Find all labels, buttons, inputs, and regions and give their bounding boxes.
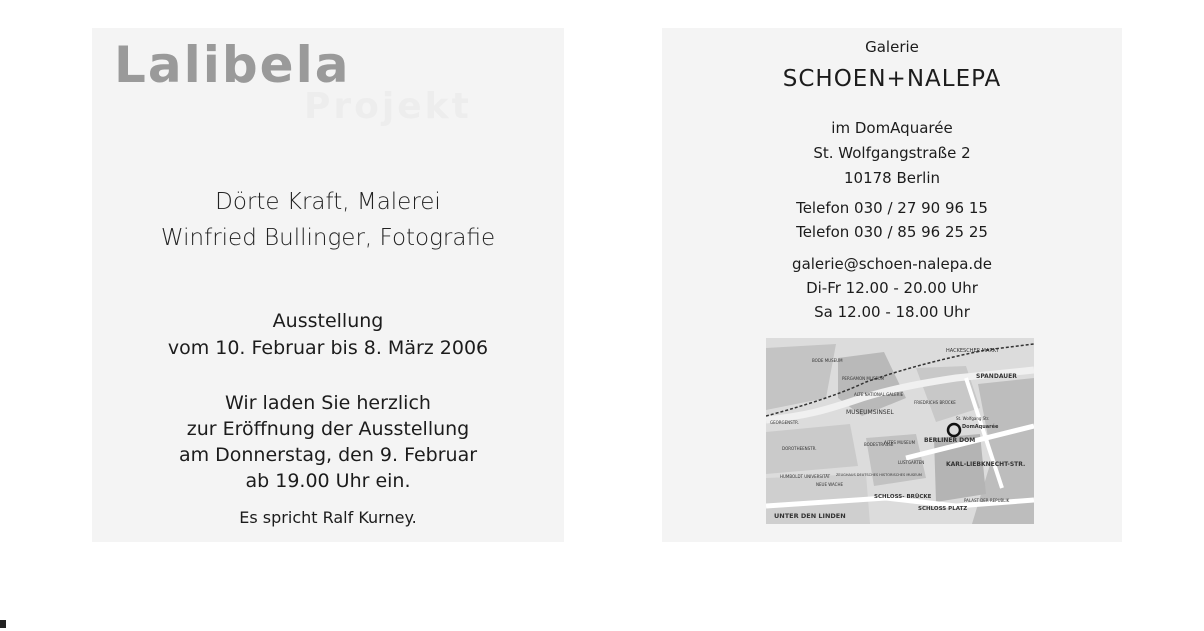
scan-edge-mark [0,620,6,628]
map-label: SCHLOSS- BRÜCKE [874,494,932,500]
map-label: GEORGENSTR. [770,420,800,425]
map-label: ALTE NATIONAL GALERIE [854,392,904,397]
phone-line: Telefon 030 / 85 96 25 25 [796,223,988,241]
map-label: BODE MUSEUM [812,358,843,363]
brand-faint-subtitle: Projekt [304,86,472,127]
exhibition-dates [92,308,564,362]
hours-line: Sa 12.00 - 18.00 Uhr [814,303,970,321]
map-label: KARL-LIEBKNECHT-STR. [946,461,1026,468]
location-map [766,338,1034,524]
gallery-address [662,116,1122,191]
artist-line: Dörte Kraft, Malerei [215,189,441,215]
invitation-text [92,390,564,494]
map-label: HACKESCHER MARKT [946,348,999,354]
address-line: 10178 Berlin [843,169,940,187]
map-label: LUSTGARTEN [898,460,925,465]
address-line: St. Wolfgangstraße 2 [813,144,971,162]
map-label: DOROTHEENSTR. [782,446,817,451]
map-label: ZEUGHAUS DEUTSCHES HISTORISCHES MUSEUM [836,473,922,477]
map-label: MUSEUMSINSEL [846,409,894,416]
address-line: im DomAquarée [831,119,953,137]
brand-title: Lalibela [114,36,351,94]
map-label: BERLINER DOM [924,437,976,444]
gallery-prefix: Galerie [865,38,919,56]
map-label: NEUE WACHE [816,482,843,487]
invitation-line: zur Eröffnung der Ausstellung [186,418,470,440]
gallery-name: SCHOEN+NALEPA [782,66,1002,92]
exhibition-title: Ausstellung [272,310,384,332]
hours-line: Di-Fr 12.00 - 20.00 Uhr [806,279,978,297]
invitation-line: Wir laden Sie herzlich [225,392,431,414]
map-label: ALTES MUSEUM [884,440,916,445]
speaker-line: Es spricht Ralf Kurney. [239,508,417,527]
map-label: PERGAMON MUSEUM [842,376,885,381]
map-label: DomAquarée [962,424,999,430]
artist-line: Winfried Bullinger, Fotografie [160,225,496,251]
artists-block [92,184,564,256]
map-label: SPANDAUER [976,373,1017,380]
map-label: UNTER DEN LINDEN [774,512,846,520]
invitation-line: am Donnerstag, den 9. Februar [178,444,478,466]
map-label: BODESTRASSE [864,442,894,447]
map-label: St. Wolfgang Str. [956,416,990,421]
exhibition-range: vom 10. Februar bis 8. März 2006 [167,337,489,359]
gallery-phones [662,196,1122,244]
email-line: galerie@schoen-nalepa.de [792,255,992,273]
map-label: HUMBOLDT UNIVERSITÄT [780,474,831,479]
invitation-left-panel [92,28,564,542]
phone-line: Telefon 030 / 27 90 96 15 [796,199,988,217]
map-label: FRIEDRICHS BRÜCKE [914,400,956,405]
map-label: SCHLOSS PLATZ [918,506,968,512]
gallery-right-panel [662,28,1122,542]
invitation-line: ab 19.00 Uhr ein. [245,470,411,492]
gallery-contact [662,252,1122,324]
map-label: PALAST DER REPUBLIK [964,498,1010,503]
